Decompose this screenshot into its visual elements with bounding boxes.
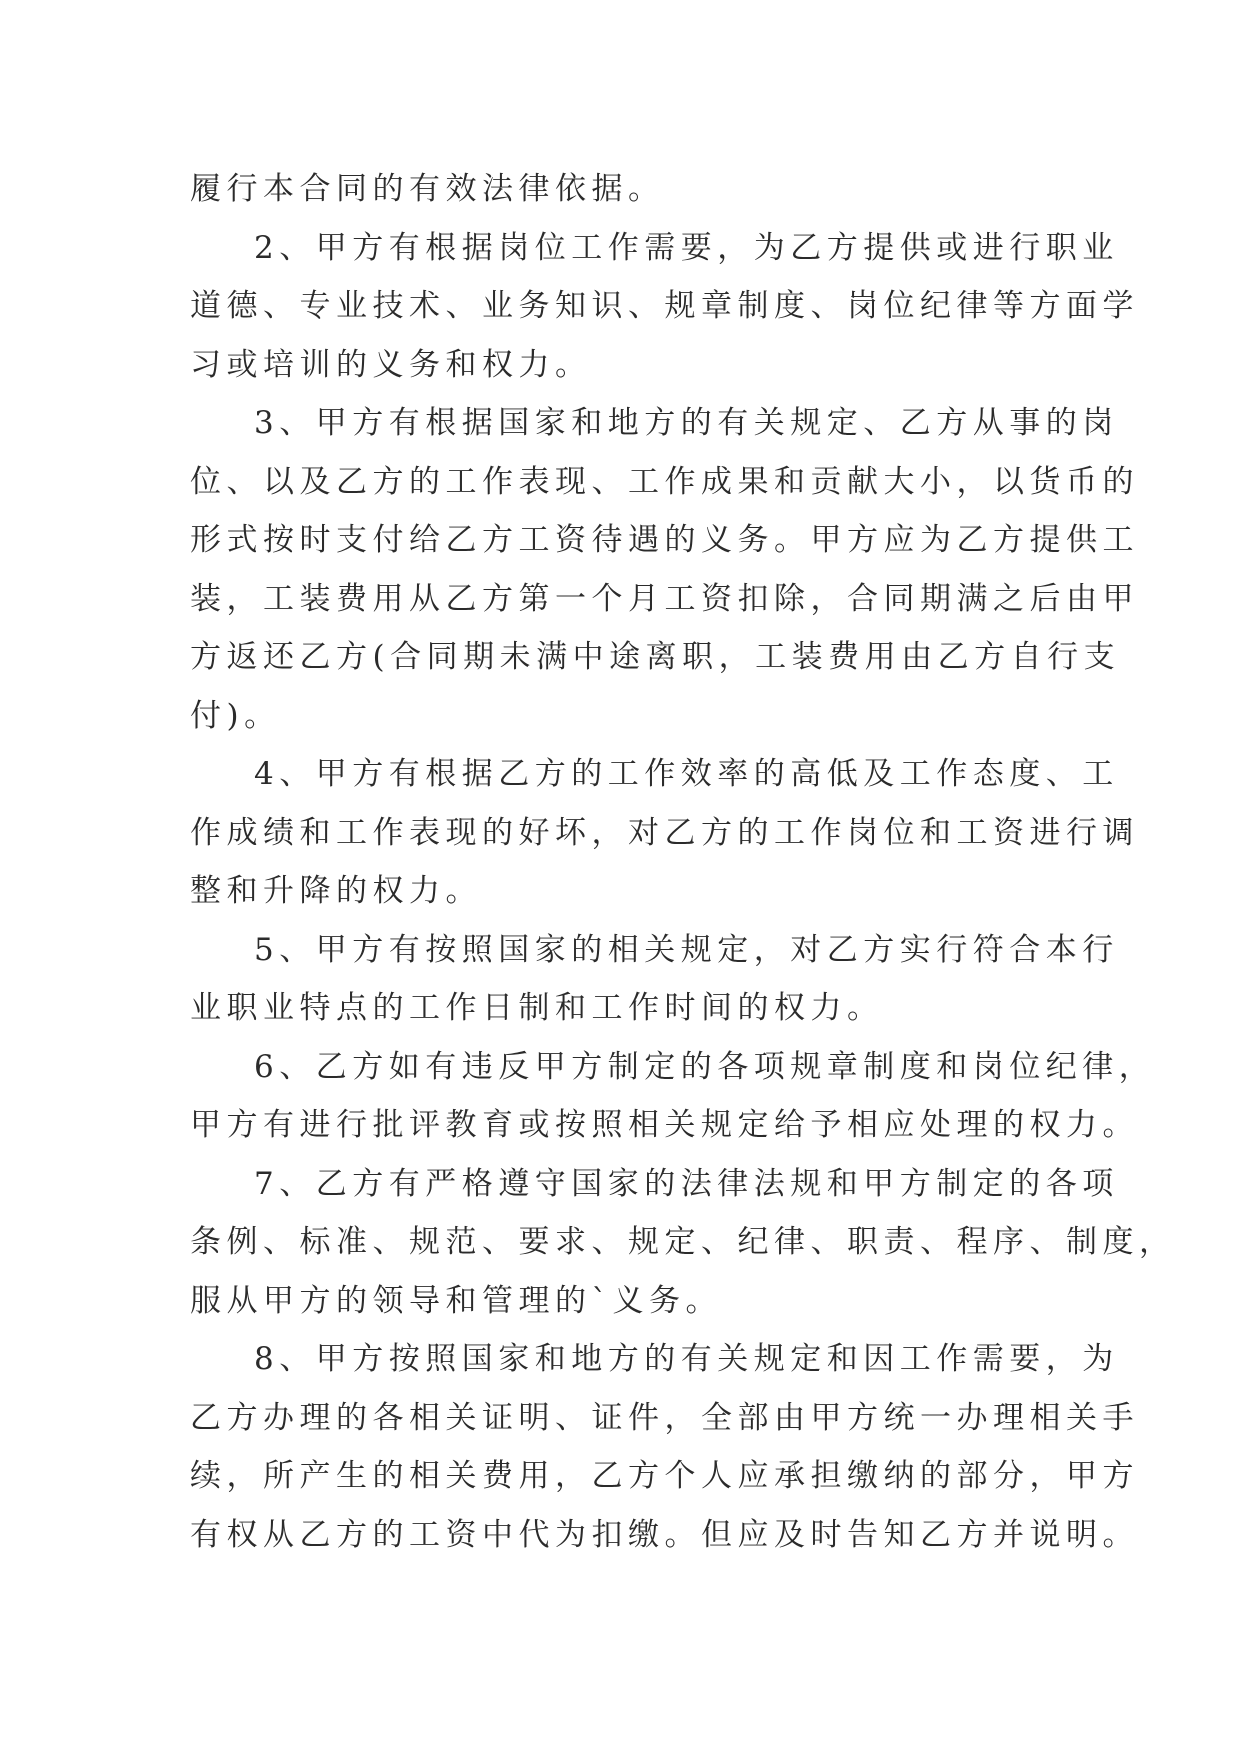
paragraph-clause-6 (190, 1038, 1156, 1155)
text-line: 甲方有进行批评教育或按照相关规定给予相应处理的权力。 (190, 1107, 1139, 1143)
paragraph-clause-7 (190, 1155, 1176, 1331)
paragraph-1-continuation (190, 160, 1080, 219)
paragraph-clause-4 (190, 745, 1139, 921)
document-body (190, 160, 1176, 1564)
text-line: 道德、专业技术、业务知识、规章制度、岗位纪律等方面学 (190, 288, 1139, 324)
text-line: 方返还乙方(合同期未满中途离职，工装费用由乙方自行支 (190, 639, 1121, 675)
text-line: 5、甲方有按照国家的相关规定，对乙方实行符合本行 (254, 931, 1119, 968)
text-line: 8、甲方按照国家和地方的有关规定和因工作需要，为 (254, 1341, 1119, 1377)
text-line: 7、乙方有严格遵守国家的法律法规和甲方制定的各项 (254, 1165, 1119, 1202)
text-line: 3、甲方有根据国家和地方的有关规定、乙方从事的岗 (254, 405, 1119, 441)
paragraph-clause-5 (190, 921, 1119, 1038)
text-line: 作成绩和工作表现的好坏，对乙方的工作岗位和工资进行调 (190, 814, 1139, 851)
paragraph-clause-8 (190, 1330, 1139, 1564)
text-line: 履行本合同的有效法律依据。 (190, 171, 665, 207)
text-line: 6、乙方如有违反甲方制定的各项规章制度和岗位纪律， (254, 1048, 1156, 1085)
text-line: 位、以及乙方的工作表现、工作成果和贡献大小，以货币的 (190, 463, 1139, 500)
text-line: 2、甲方有根据岗位工作需要，为乙方提供或进行职业 (254, 229, 1119, 266)
text-line: 形式按时支付给乙方工资待遇的义务。甲方应为乙方提供工 (190, 522, 1139, 558)
text-line: 装，工装费用从乙方第一个月工资扣除，合同期满之后由甲 (190, 580, 1139, 617)
text-line: 整和升降的权力。 (190, 873, 482, 909)
text-line: 服从甲方的领导和管理的`义务。 (190, 1282, 722, 1319)
text-line: 业职业特点的工作日制和工作时间的权力。 (190, 990, 884, 1026)
text-line: 付)。 (190, 697, 281, 734)
text-line: 续，所产生的相关费用，乙方个人应承担缴纳的部分，甲方 (190, 1458, 1139, 1494)
text-line: 习或培训的义务和权力。 (190, 346, 592, 383)
text-line: 4、甲方有根据乙方的工作效率的高低及工作态度、工 (254, 756, 1119, 792)
text-line: 有权从乙方的工资中代为扣缴。但应及时告知乙方并说明。 (190, 1516, 1139, 1553)
text-line: 乙方办理的各相关证明、证件，全部由甲方统一办理相关手 (190, 1399, 1139, 1436)
paragraph-clause-3 (190, 394, 1139, 745)
text-line: 条例、标准、规范、要求、规定、纪律、职责、程序、制度， (190, 1224, 1176, 1260)
paragraph-clause-2 (190, 219, 1139, 395)
